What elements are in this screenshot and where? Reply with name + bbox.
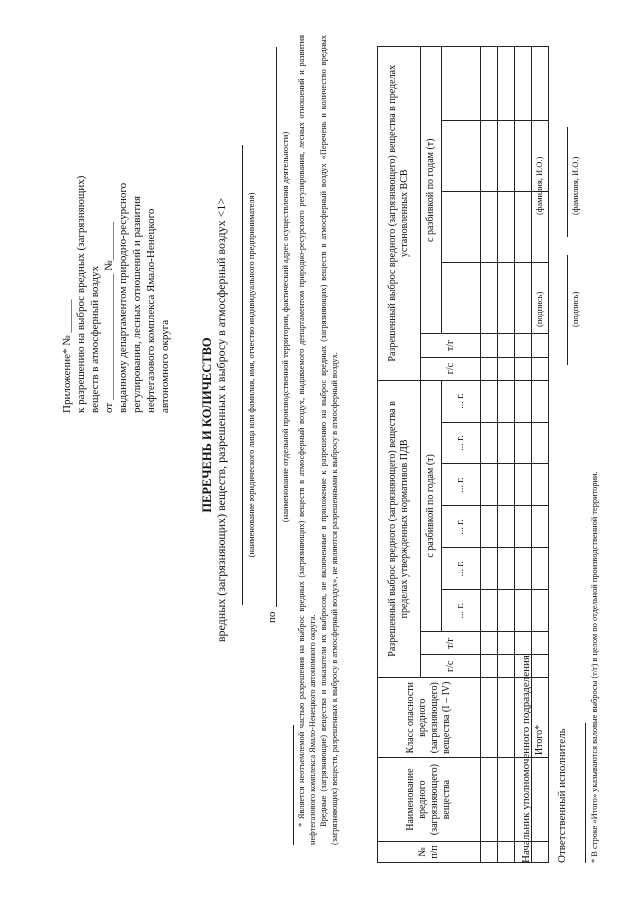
appendix-line: нефтегазового комплекса Ямало-Ненецкого [145,208,157,413]
header-vsv: Разрешенный выброс вредного (загрязняющего) вещества в пределах установленных ВСВ [378,47,421,381]
territory-line [276,47,277,607]
header-num: № п/п [378,842,481,863]
header-vsv-by-years: с разбивкой по годам (т) [421,47,442,334]
table-row [481,47,498,863]
document-subtitle: вредных (загрязняющих) веществ, разрешенных к выбросу в атмосферный воздух <1> [214,197,228,643]
footnote-block [296,35,340,845]
footnote-separator [293,725,294,845]
head-name-caption: (фамилия, И.О.) [534,156,544,215]
vsv-year-cell [442,191,481,262]
vsv-year-cell [442,263,481,334]
appendix-line: Приложение* № ______ [61,299,73,413]
year-cell: ... г. [442,506,481,548]
executor-name-caption: (фамилия, И.О.) [570,156,580,215]
year-cell: ... г. [442,380,481,422]
appendix-line: автономного округа [159,319,171,413]
table-row [498,47,515,863]
head-sign-line [531,255,532,365]
executor-sign-line [567,255,568,365]
appendix-header [60,93,172,413]
head-signature-label: Начальник уполномоченного подразделения [520,655,532,863]
footnote-paragraph: Вредные (загрязняющие) вещества и показатели их выбросов, не включенные в приложение к разрешению на выброс вредных (загрязняющих) веществ в атмосферный воздух «Перечень и количество вредных (загрязняющих) веществ, разрешенных к выбросу в атмосферный воздух», не являются разрешенными к выбросу в атмосферный воздух. [319,35,339,845]
header-vsv-tg: т/г [421,334,481,357]
executor-name-line [567,127,568,237]
vsv-year-cell [442,47,481,121]
header-hazard-class: Класс опасности вредного (загрязняющего) вещества (I – IV) [378,678,481,758]
appendix-line: выданному департаментом природно-ресурсного [117,182,129,413]
appendix-line: к разрешению на выброс вредных (загрязняющих) [75,175,87,413]
document-title: ПЕРЕЧЕНЬ И КОЛИЧЕСТВО [200,337,214,513]
total-label: Итого* [532,678,549,758]
executor-signature-label: Ответственный исполнитель [556,728,568,863]
year-cell: ... г. [442,590,481,632]
vsv-year-cell [442,120,481,191]
bottom-separator [585,723,586,863]
bottom-footnote: * В строке «Итого» указываются валовые выбросы (т/г) в целом по отдельной производственной территории. [590,471,599,863]
header-pdv-gs: г/с [421,655,481,678]
header-pdv-by-years: с разбивкой по годам (т) [421,380,442,632]
header-vsv-gs: г/с [421,357,481,380]
head-sign-caption: (подпись) [534,291,544,327]
footnote-paragraph: * Является неотъемлемой частью разрешения на выброс вредных (загрязняющих) веществ в атмосферный воздух, выдаваемого департаментом природно-ресурсного регулирования, лесных отношений и развития нефтегазового комплекса Ямало-Ненецкого автономного округа. [297,35,317,845]
year-cell: ... г. [442,548,481,590]
table-header-row [378,47,421,863]
entity-name-caption: (наименование юридического лица или фамилия, имя, отчество индивидуального предпринимателя) [246,192,256,558]
appendix-line: от _______________________ №_______ [103,221,115,413]
year-cell: ... г. [442,422,481,464]
po-label: по [266,611,278,623]
head-name-line [531,127,532,237]
year-cell: ... г. [442,464,481,506]
entity-name-line [242,145,243,605]
executor-sign-caption: (подпись) [570,291,580,327]
appendix-line: регулирования, лесных отношений и развития [131,195,143,413]
header-pdv: Разрешенный выброс вредного (загрязняющего) вещества в пределах утвержденных нормативов ПДВ [378,380,421,678]
appendix-line: веществ в атмосферный воздух [89,265,101,413]
header-pdv-tg: т/г [421,632,481,655]
header-substance-name: Наименование вредного (загрязняющего) вещества [378,758,481,842]
territory-caption: (наименование отдельной производственной территории, фактический адрес осуществления деятельности) [280,131,290,523]
